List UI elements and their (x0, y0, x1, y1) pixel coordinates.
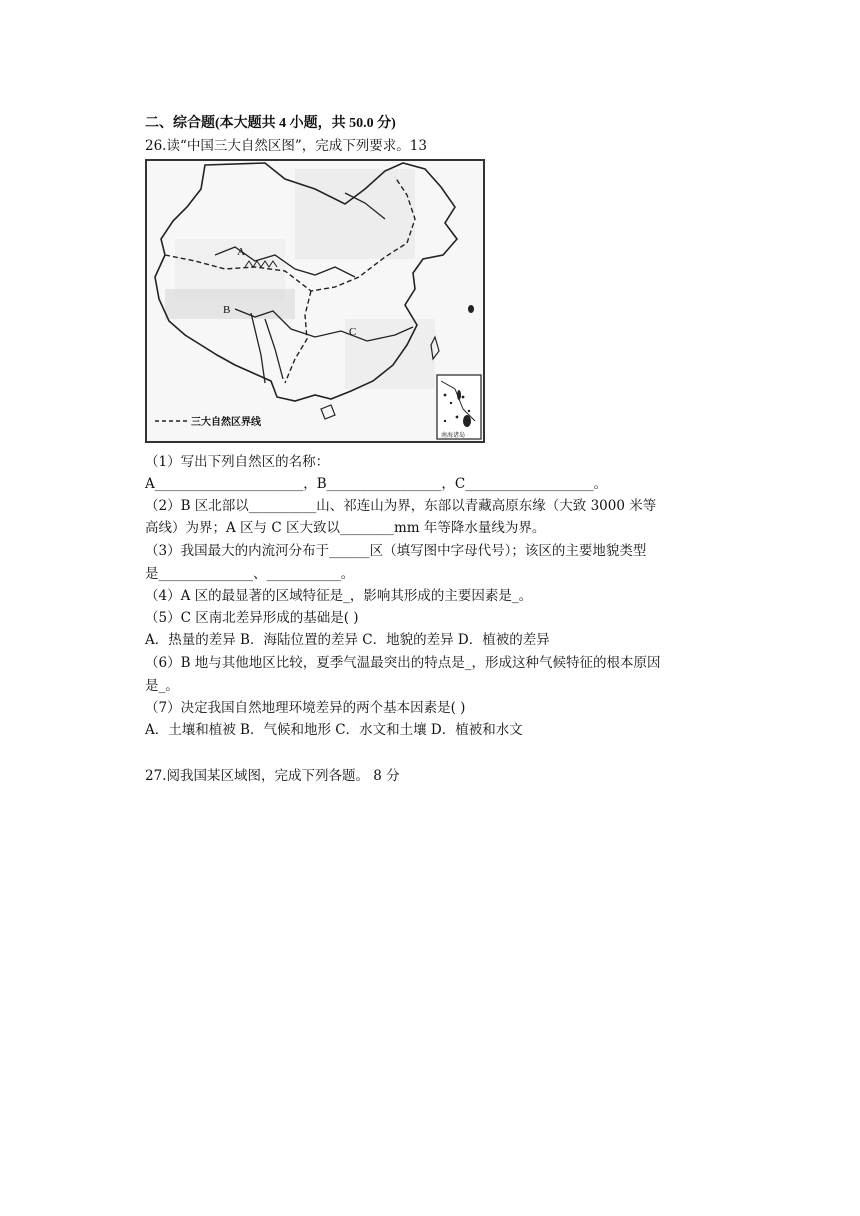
section-title: 二、综合题(本大题共 4 小题，共 50.0 分) (145, 116, 396, 131)
map-legend-label: 三大自然区界线 (191, 417, 261, 428)
map-svg (145, 159, 485, 443)
china-natural-regions-map (145, 159, 485, 443)
q26-line-3: （2）B 区北部以__________山、祁连山为界，东部以青藏高原东缘（大致 3000 米等 (145, 498, 657, 514)
q26-line-6: 是______________、___________。 (145, 566, 355, 582)
map-label-c: C (349, 326, 357, 338)
q26-line-7: （4）A 区的最显著的区域特征是_，影响其形成的主要因素是_。 (145, 588, 533, 604)
q26-line-2: A______________________，B_________________，C___________________。 (145, 476, 607, 492)
q26-line-11: 是_。 (145, 678, 179, 694)
question-27-stem: 27.阅我国某区域图，完成下列各题。 8 分 (145, 768, 400, 784)
q26-line-9: A．热量的差异 B．海陆位置的差异 C．地貌的差异 D．植被的差异 (145, 632, 550, 648)
inset-label: 南海诸岛 (441, 432, 466, 439)
q26-line-8: （5）C 区南北差异形成的基础是( ) (145, 610, 359, 626)
question-26-stem: 26.读“中国三大自然区图”，完成下列要求。13 (145, 138, 427, 154)
map-label-b: B (223, 304, 231, 316)
inset-frame (437, 375, 481, 439)
q26-line-13: A．土壤和植被 B．气候和地形 C．水文和土壤 D．植被和水文 (145, 722, 523, 738)
q26-line-5: （3）我国最大的内流河分布于______区（填写图中字母代号）；该区的主要地貌类型 (145, 543, 647, 559)
q26-line-1: （1）写出下列自然区的名称： (145, 454, 330, 470)
q26-line-12: （7）决定我国自然地理环境差异的两个基本因素是( ) (145, 700, 466, 716)
q26-line-4: 高线）为界；A 区与 C 区大致以________mm 年等降水量线为界。 (145, 520, 546, 536)
q26-line-10: （6）B 地与其他地区比较，夏季气温最突出的特点是_，形成这种气候特征的根本原因 (145, 655, 661, 671)
map-label-a: A (237, 246, 245, 258)
